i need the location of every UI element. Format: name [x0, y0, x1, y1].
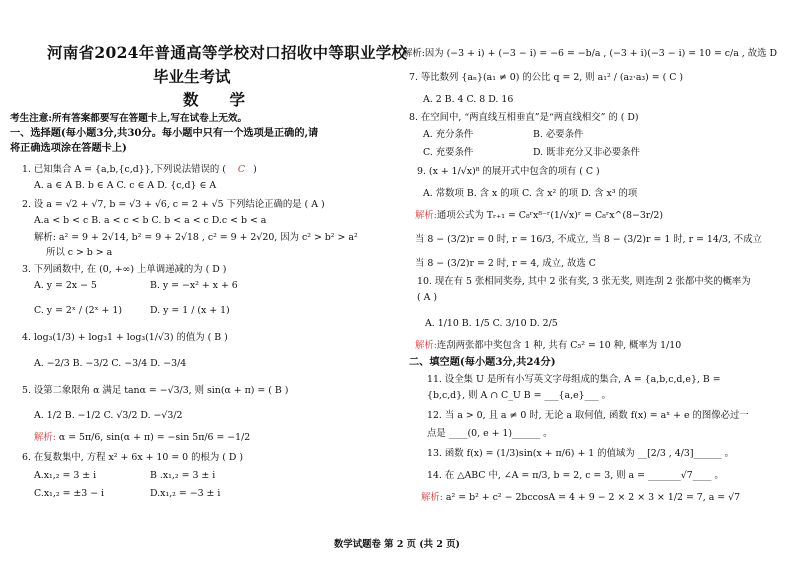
question-12-line1: 12. 当 a > 0, 且 a ≠ 0 时, 无论 a 取何值, 函数 f(x) = aˣ + e 的图像必过一 — [427, 410, 749, 421]
question-9-solution-text: 通项公式为 Tᵣ₊₁ = C₈ʳx⁸⁻ʳ(1/√x)ʳ = C₈ʳx^(8−3r/2) — [436, 210, 664, 221]
section1-header-line2: 将正确选项涂在答题卡上) — [10, 142, 127, 154]
question-9-solution-line2: 当 8 − (3/2)r = 0 时, r = 16/3, 不成立, 当 8 − (3/2)r = 1 时, r = 14/3, 不成立 — [415, 234, 763, 245]
question-6-option-b: B .x₁,₂ = 3 ± i — [150, 470, 216, 481]
question-3-option-d: D. y = 1 / (x + 1) — [150, 305, 230, 316]
page-footer: 数学试题卷 第 2 页 (共 2 页) — [334, 539, 460, 550]
question-13: 13. 函数 f(x) = (1/3)sin(x + π/6) + 1 的值域为 __[2/3 , 4/3]______ 。 — [427, 448, 734, 459]
question-9-solution-label: 解析: — [415, 210, 437, 221]
question-6-option-a: A.x₁,₂ = 3 ± i — [34, 470, 97, 481]
question-8-option-b: B. 必要条件 — [533, 129, 584, 140]
question-10-solution-text: 连刮两张都中奖包含 1 种, 共有 C₅² = 10 种, 概率为 1/10 — [436, 340, 682, 351]
question-9-solution-line3: 当 8 − (3/2)r = 2 时, r = 4, 成立, 故选 C — [415, 258, 596, 269]
question-12-line2: 点是 ____(0, e + 1)______ 。 — [427, 428, 553, 439]
section2-header: 二、填空题(每小题3分,共24分) — [409, 356, 556, 368]
question-8: 8. 在空间中, “两直线互相垂直”是“两直线相交” 的 ( D) — [409, 112, 639, 123]
question-5-solution-label: 解析: — [34, 432, 56, 443]
question-10-line2: ( A ) — [417, 292, 438, 303]
question-5: 5. 设第二象限角 α 满足 tanα = −√3/3, 则 sin(α + π) = ( B ) — [22, 385, 289, 396]
question-3-option-c: C. y = 2ˣ / (2ˣ + 1) — [34, 305, 122, 316]
question-1-close: ) — [253, 164, 257, 175]
question-8-option-d: D. 既非充分又非必要条件 — [533, 147, 640, 158]
question-5-solution-text: α = 5π/6, sin(α + π) = −sin 5π/6 = −1/2 — [55, 432, 251, 443]
question-2: 2. 设 a = √2 + √7, b = √3 + √6, c = 2 + √5 下列结论正确的是 ( A ) — [22, 199, 325, 210]
question-6-option-d: D.x₁,₂ = −3 ± i — [150, 488, 221, 499]
question-14-solution-label: 解析: — [421, 492, 443, 503]
question-2-solution-line1: 解析: a² = 9 + 2√14, b² = 9 + 2√18 , c² = 9 + 2√20, 因为 c² > b² > a² — [34, 232, 358, 243]
exam-subtitle: 毕业生考试 — [153, 67, 231, 86]
question-6: 6. 在复数集中, 方程 x² + 6x + 10 = 0 的根为 ( D ) — [22, 452, 244, 463]
exam-subject: 数 学 — [183, 90, 246, 109]
question-10-solution-label: 解析: — [415, 340, 437, 351]
question-9-solution-line1 — [415, 210, 663, 222]
question-10-options: A. 1/10 B. 1/5 C. 3/10 D. 2/5 — [425, 318, 558, 329]
section1-header-line1: 一、选择题(每小题3分,共30分。每小题中只有一个选项是正确的,请 — [10, 127, 319, 139]
question-3-option-b: B. y = −x² + x + 6 — [150, 280, 238, 291]
question-2-solution-line2: 所以 c > b > a — [46, 247, 113, 258]
question-5-options: A. 1/2 B. −1/2 C. √3/2 D. −√3/2 — [34, 410, 183, 421]
question-1-stem: 1. 已知集合 A = {a,b,{c,d}},下列说法错误的 ( — [22, 164, 226, 175]
question-14-solution — [421, 492, 740, 504]
question-7-options: A. 2 B. 4 C. 8 D. 16 — [423, 94, 514, 105]
question-1-answer: C — [237, 164, 246, 175]
exam-notice: 考生注意:所有答案都要写在答题卡上,写在试卷上无效。 — [10, 113, 248, 124]
question-5-solution — [34, 432, 250, 444]
question-6-option-c: C.x₁,₂ = ±3 − i — [34, 488, 105, 499]
question-11-line2: {b,c,d}, 则 A ∩ C_U B = ___{a,e}___ 。 — [427, 390, 612, 401]
question-4: 4. log₃(1/3) + log₃1 + log₃(1/√3) 的值为 ( B ) — [22, 332, 228, 343]
question-8-option-c: C. 充要条件 — [423, 147, 474, 158]
question-14: 14. 在 △ABC 中, ∠A = π/3, b = 2, c = 3, 则 a = _______√7____ 。 — [427, 470, 724, 481]
question-11-line1: 11. 设全集 U 是所有小写英文字母组成的集合, A = {a,b,c,d,e}, B = — [427, 374, 721, 385]
question-1-options: A. a ∈ A B. b ∈ A C. c ∈ A D. {c,d} ∈ A — [34, 180, 217, 191]
question-3: 3. 下列函数中, 在 (0, +∞) 上单调递减的为 ( D ) — [22, 264, 227, 275]
question-10-solution — [415, 340, 681, 352]
question-8-option-a: A. 充分条件 — [423, 129, 474, 140]
exam-title: 河南省2024年普通高等学校对口招收中等职业学校 — [47, 43, 408, 62]
question-4-options: A. −2/3 B. −3/2 C. −3/4 D. −3/4 — [34, 358, 187, 369]
question-2-options: A.a < b < c B. a < c < b C. b < a < c D.c < b < a — [34, 215, 267, 226]
question-14-solution-text: a² = b² + c² − 2bccosA = 4 + 9 − 2 × 2 × 3 × 1/2 = 7, a = √7 — [442, 492, 741, 503]
question-9-options: A. 常数项 B. 含 x 的项 C. 含 x² 的项 D. 含 x³ 的项 — [423, 188, 638, 199]
question-6-solution: 解析:因为 (−3 + i) + (−3 − i) = −6 = −b/a , (−3 + i)(−3 − i) = 10 = c/a , 故选 D — [403, 48, 777, 59]
question-10-line1: 10. 现在有 5 张相同奖券, 其中 2 张有奖, 3 张无奖, 则连刮 2 张都中奖的概率为 — [417, 276, 751, 287]
question-9: 9. (x + 1/√x)⁸ 的展开式中包含的项有 ( C ) — [417, 166, 600, 177]
question-7: 7. 等比数列 {aₙ}(a₁ ≠ 0) 的公比 q = 2, 则 a₁² / (a₂·a₃) = ( C ) — [409, 72, 684, 83]
question-1 — [22, 164, 257, 176]
question-3-option-a: A. y = 2x − 5 — [34, 280, 97, 291]
